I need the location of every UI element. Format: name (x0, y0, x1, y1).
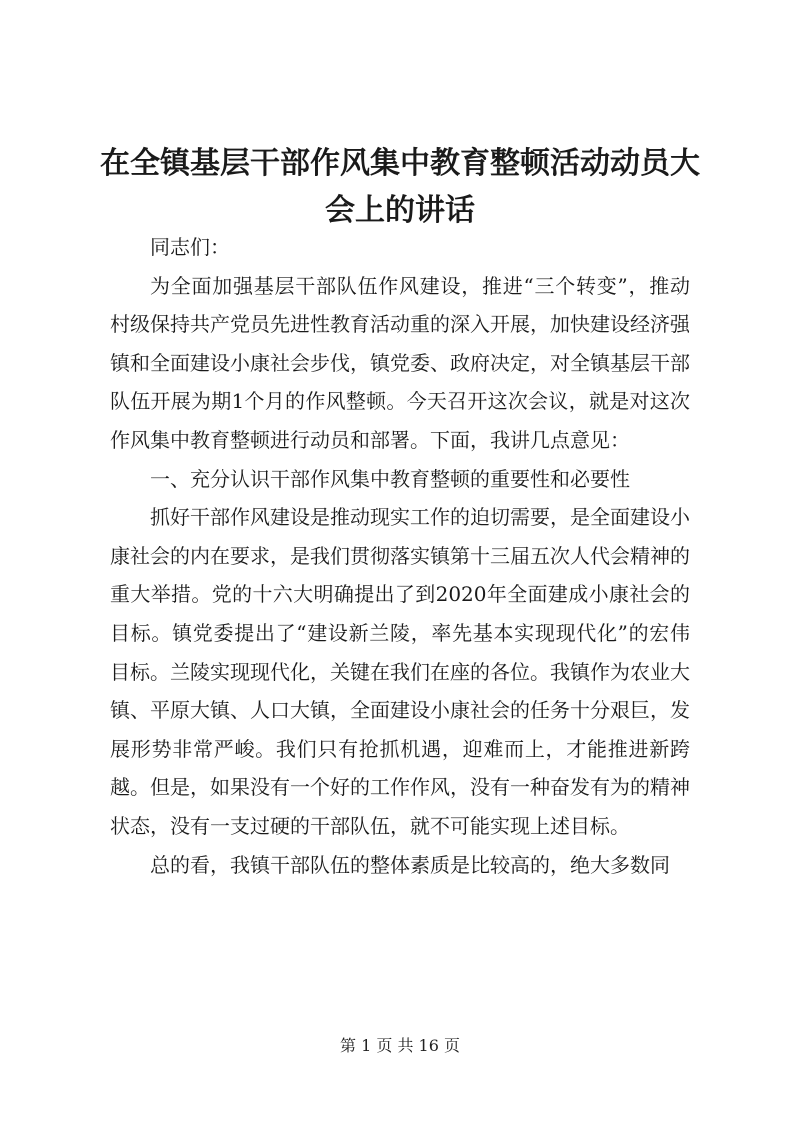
paragraph-continued: 总的看，我镇干部队伍的整体素质是比较高的，绝大多数同 (150, 852, 670, 877)
paragraph-intro: 为全面加强基层干部队伍作风建设，推进“三个转变”，推动村级保持共产党员先进性教育活动重的深入开展，加快建设经济强镇和全面建设小康社会步伐，镇党委、政府决定，对全镇基层干部队伍开展为期1个月的作风整顿。今天召开这次会议，就是对这次作风集中教育整顿进行动员和部署。下面，我讲几点意见： (110, 273, 690, 452)
paragraph-body: 抓好干部作风建设是推动现实工作的迫切需要，是全面建设小康社会的内在要求，是我们贯彻落实镇第十三届五次人代会精神的重大举措。党的十六大明确提出了到2020年全面建成小康社会的目标。镇党委提出了“建设新兰陵，率先基本实现现代化”的宏伟目标。兰陵实现现代化，关键在我们在座的各位。我镇作为农业大镇、平原大镇、人口大镇，全面建设小康社会的任务十分艰巨，发展形势非常严峻。我们只有抢抓机遇，迎难而上，才能推进新跨越。但是，如果没有一个好的工作作风，没有一种奋发有为的精神状态，没有一支过硬的干部队伍，就不可能实现上述目标。 (110, 505, 690, 838)
document-title: 在全镇基层干部作风集中教育整顿活动动员大会上的讲话 (100, 146, 700, 228)
section-heading: 一、充分认识干部作风集中教育整顿的重要性和必要性 (150, 466, 630, 491)
document-body (110, 228, 690, 884)
page-footer: 第 1 页 共 16 页 (340, 1036, 460, 1055)
salutation: 同志们： (150, 235, 230, 259)
